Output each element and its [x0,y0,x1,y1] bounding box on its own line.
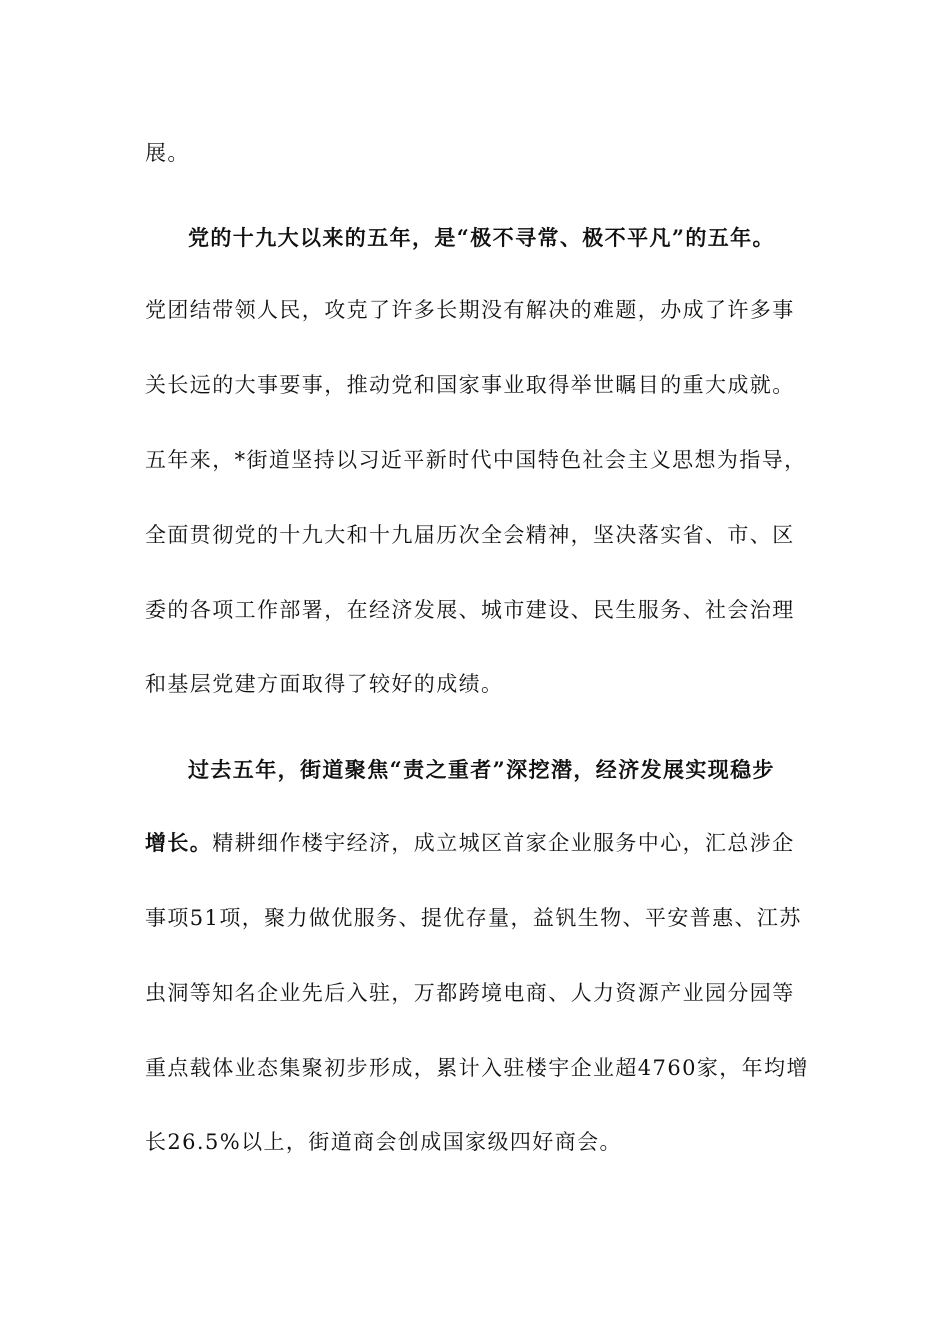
paragraph-line [145,825,815,861]
paragraph-line: 五年来，*街道坚持以习近平新时代中国特色社会主义思想为指导， [145,448,807,472]
paragraph-line: 长26.5%以上，街道商会创成国家级四好商会。 [145,1130,622,1154]
paragraph-heading-line: 过去五年，街道聚焦“责之重者”深挖潜，经济发展实现稳步 [188,757,775,782]
paragraph-line: 党团结带领人民，攻克了许多长期没有解决的难题，办成了许多事 [145,298,795,322]
paragraph-line: 全面贯彻党的十九大和十九届历次全会精神，坚决落实省、市、区 [145,523,795,547]
paragraph-line: 事项51项，聚力做优服务、提优存量，益钒生物、平安普惠、江苏 [145,906,802,930]
paragraph-line: 和基层党建方面取得了较好的成绩。 [145,672,504,696]
paragraph-line: 虫洞等知名企业先后入驻，万都跨境电商、人力资源产业园分园等 [145,981,795,1005]
paragraph-heading-line: 党的十九大以来的五年，是“极不寻常、极不平凡”的五年。 [188,225,775,250]
bold-lead-text: 增长。 [145,830,213,855]
line-text: 精耕细作楼宇经济，成立城区首家企业服务中心，汇总涉企 [212,831,795,855]
paragraph-line: 展。 [145,141,190,165]
paragraph-line: 关长远的大事要事，推动党和国家事业取得举世瞩目的重大成就。 [145,373,795,397]
paragraph-line: 委的各项工作部署，在经济发展、城市建设、民生服务、社会治理 [145,598,795,622]
paragraph-line: 重点载体业态集聚初步形成，累计入驻楼宇企业超4760家，年均增 [145,1056,809,1080]
